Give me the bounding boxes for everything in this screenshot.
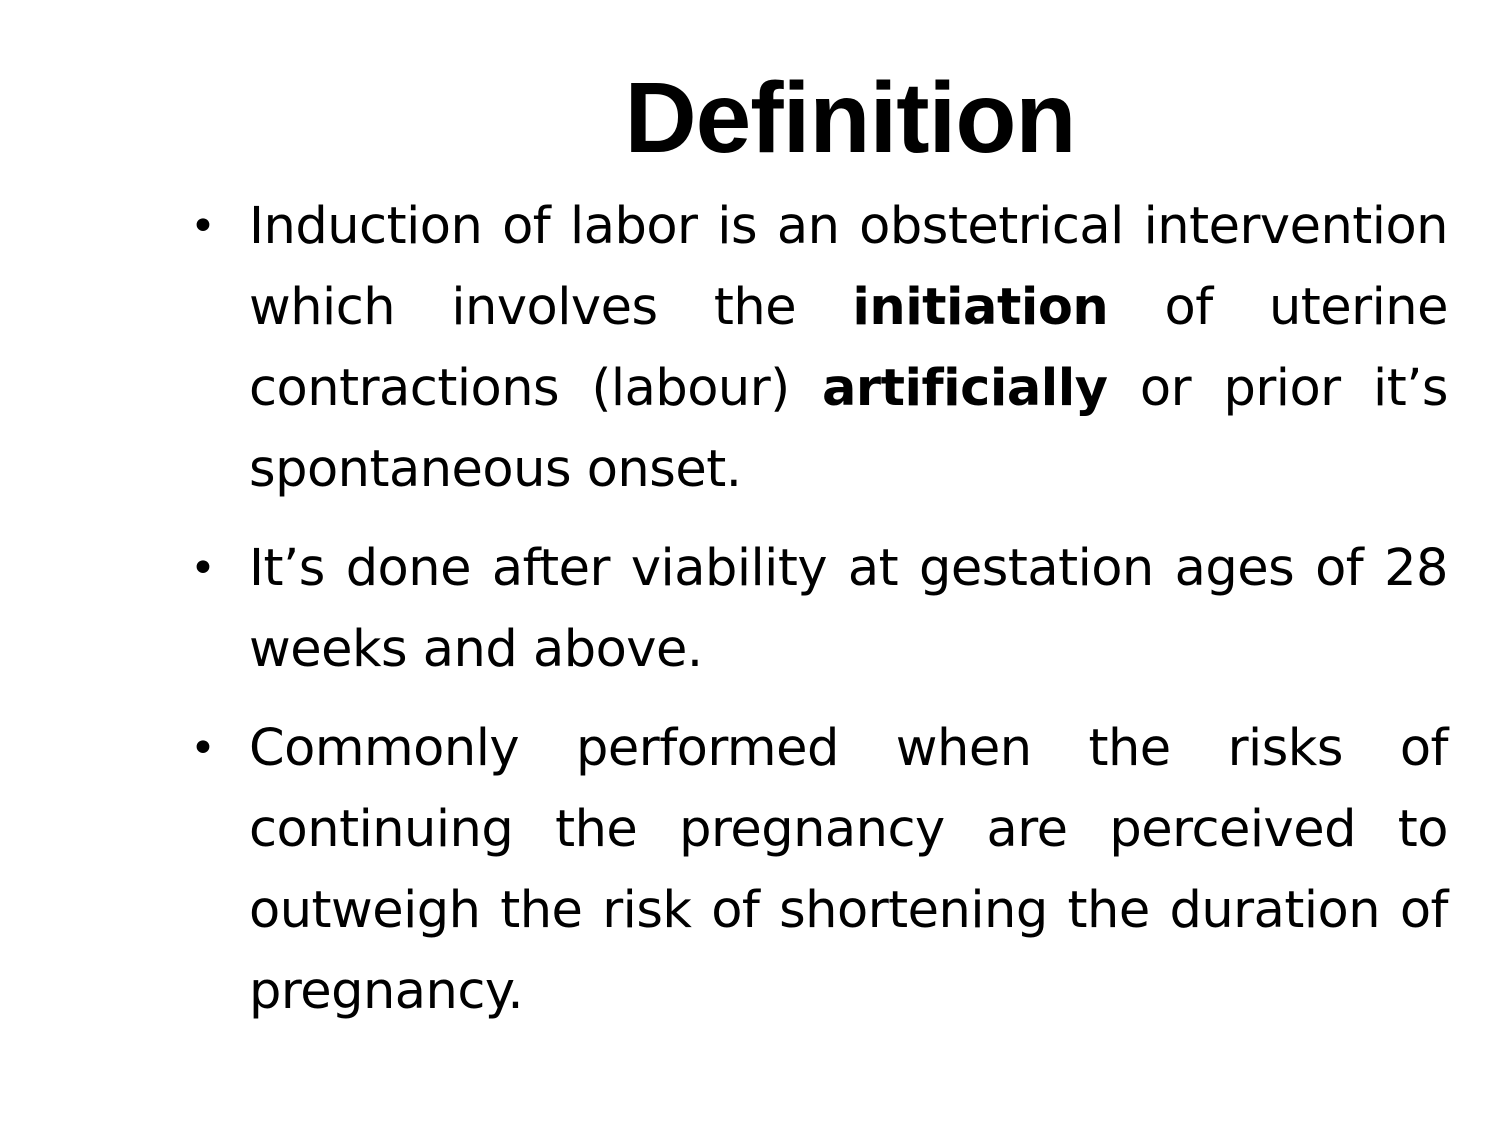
slide-title: Definition: [624, 62, 1076, 174]
bullet-text-segment: or prior it’s spontaneous onset.: [249, 359, 1449, 499]
bullet-dot-icon: •: [190, 543, 216, 594]
bullet-item: [190, 528, 1448, 690]
bullet-text-segment: Commonly performed when the risks of continuing the pregnancy are perceived to outweigh the risk of shortening the duration of pregnancy.: [249, 719, 1448, 1021]
bullet-dot-icon: •: [190, 723, 216, 774]
bullet-text-bold-segment: artificially: [822, 359, 1108, 418]
bullet-text-segment: Induction of labor is an obstetrical intervention which involves the: [249, 197, 1448, 337]
bullet-text-segment: of uterine contractions (labour): [249, 278, 1448, 418]
bullet-text-segment: It’s done after viability at gestation ages of 28 weeks and above.: [249, 539, 1448, 679]
bullet-item: [190, 708, 1448, 1032]
bullet-item: [190, 186, 1448, 510]
bullet-text-bold-segment: initiation: [852, 278, 1109, 337]
bullet-list: [190, 186, 1448, 1050]
bullet-dot-icon: •: [190, 201, 216, 252]
